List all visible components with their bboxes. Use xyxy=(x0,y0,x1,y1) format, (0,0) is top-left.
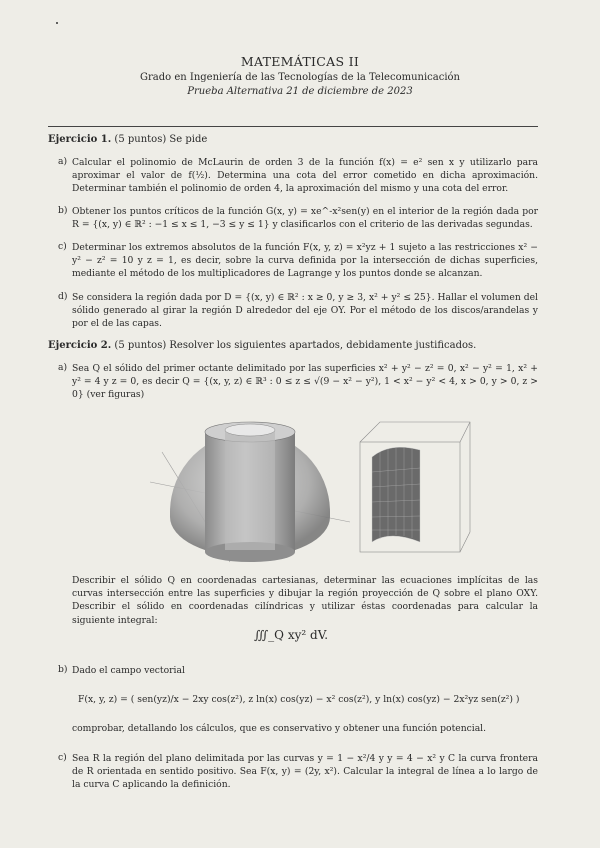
triple-integral: ∭_Q xy² dV. xyxy=(254,628,329,642)
ex1-heading xyxy=(48,134,207,145)
ex1-a-label: a) xyxy=(58,156,68,167)
ex1-heading-bold: Ejercicio 1. xyxy=(48,134,112,145)
exam-title: MATEMÁTICAS II xyxy=(240,54,360,69)
ex1-d-label: d) xyxy=(58,291,68,302)
ex2-a-label: a) xyxy=(58,362,68,373)
ex2-a-description: Describir el sólido Q en coordenadas cartesianas, determinar las ecuaciones implícitas de las curvas intersección entre las superficies y dibujar la región proyección de Q sobre el plano OXY. Describir el sólido en coordenadas cilíndricas y utilizar éstas coordenadas para calcular la siguiente integral: xyxy=(72,575,538,626)
ex2-c-label: c) xyxy=(58,752,67,763)
ex1-c-text: Determinar los extremos absolutos de la función F(x, y, z) = x²yz + 1 sujeto a las restricciones x² − y² − z² = 10 y z = 1, es decir, sobre la curva definida por la intersección de dichas superficies, mediante el método de los multiplicadores de Lagrange y los puntos donde se alcanzan. xyxy=(72,242,538,280)
inner-cylinder-top xyxy=(225,424,275,436)
ex1-d-text: Se considera la región dada por D = {(x, y) ∈ ℝ² : x ≥ 0, y ≥ 3, x² + y² ≤ 25}. Hallar el volumen del sólido generado al girar la región D alrededor del eje OY. Por el método de los discos/arandelas y por el de las capas. xyxy=(72,292,538,330)
ex1-a-text: Calcular el polinomio de McLaurin de orden 3 de la función f(x) = e² sen x y utilizarlo para aproximar el valor de f(½). Determina una cota del error cometido en dicha aproximación. Determinar también el polinomio de orden 4, la aproximación del mismo y una cota del error. xyxy=(72,157,538,195)
speck-mark xyxy=(56,22,58,24)
ex2-heading xyxy=(48,340,476,351)
ex1-b-label: b) xyxy=(58,205,68,216)
ex2-b-text: Dado el campo vectorial xyxy=(72,665,185,676)
figure-solid-q xyxy=(350,412,480,562)
ex2-b-text2: comprobar, detallando los cálculos, que es conservativo y obtener una función potencial. xyxy=(72,723,487,734)
ex2-a-text: Sea Q el sólido del primer octante delimitado por las superficies x² + y² − z² = 0, x² − y² = 1, x² + y² = 4 y z = 0, es decir Q = {(x, y, z) ∈ ℝ³ : 0 ≤ z ≤ √(9 − x² − y²), 1 < x² − y² < 4, x > 0, y > 0, z > 0} (ver figuras) xyxy=(72,363,538,401)
ex2-b-label: b) xyxy=(58,664,68,675)
exam-date-line: Prueba Alternativa 21 de diciembre de 2023 xyxy=(187,86,413,97)
ex2-c-text: Sea R la región del plano delimitada por las curvas y = 1 − x²/4 y y = 4 − x² y C la curva frontera de R orientada en sentido positivo. Sea F(x, y) = (2y, x²). Calcular la integral de línea a lo largo de la curva C aplicando la definición. xyxy=(72,753,538,791)
ex2-heading-rest: (5 puntos) Resolver los siguientes apartados, debidamente justificados. xyxy=(111,340,477,351)
degree-line: Grado en Ingeniería de las Tecnologías de la Telecomunicación xyxy=(140,72,460,83)
ex2-heading-bold: Ejercicio 2. xyxy=(48,340,112,351)
ex1-c-label: c) xyxy=(58,241,67,252)
figure-sphere-cylinders xyxy=(150,412,350,572)
vector-field-formula: F(x, y, z) = ( sen(yz)/x − 2xy cos(z²), z ln(x) cos(yz) − x² cos(z²), y ln(x) cos(yz) − 2x²yz sen(z²) ) xyxy=(78,694,520,705)
inner-cylinder xyxy=(225,430,275,550)
ex1-b-text: Obtener los puntos críticos de la función G(x, y) = xe^-x²sen(y) en el interior de la región dada por R = {(x, y) ∈ ℝ² : −1 ≤ x ≤ 1, −3 ≤ y ≤ 1} y clasificarlos con el criterio de las derivadas segundas. xyxy=(72,206,538,231)
header-rule xyxy=(48,126,538,127)
ex1-heading-rest: (5 puntos) Se pide xyxy=(111,134,208,145)
